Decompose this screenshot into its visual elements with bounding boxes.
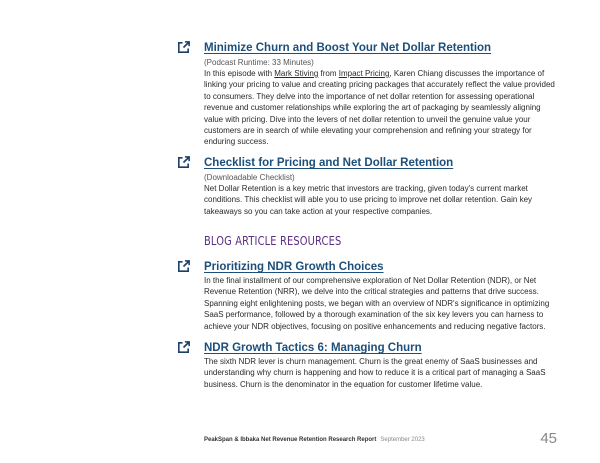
resource-title-link[interactable]: Minimize Churn and Boost Your Net Dollar Retention [204, 42, 492, 54]
resource-title-link[interactable]: Checklist for Pricing and Net Dollar Retention [204, 157, 454, 169]
blog-description: In the final installment of our comprehensive exploration of Net Dollar Retention (NDR), or Net Revenue Retention (NRR), we delve into the critical strategies and patterns that drive success. Spanning eight enlightening posts, we began with an overview of NDR's significance in optimizing SaaS performance, followed by a thorough examination of the six key levers you can harness to achieve your NDR objectives, focusing on positive enhancements and reducing negative factors. [204, 276, 550, 331]
footer [204, 437, 425, 443]
page-number: 45 [540, 430, 557, 447]
blog-title-link[interactable]: Prioritizing NDR Growth Choices [204, 261, 384, 273]
resource-subtitle: (Podcast Runtime: 33 Minutes) [204, 58, 314, 67]
blog-section-heading: BLOG ARTICLE RESOURCES [204, 234, 342, 248]
mark-stiving-link[interactable]: Mark Stiving [274, 69, 319, 78]
resource-entry [176, 153, 556, 217]
external-link-icon[interactable] [176, 340, 191, 355]
external-link-icon[interactable] [176, 155, 191, 170]
resource-description: In this episode with Mark Stiving from Impact Pricing, Karen Chiang discusses the importance of linking your pricing to value and creating pricing packages that accurately reflect the value provided to consumers. They delve into the importance of net dollar retention for assessing operational revenue and customer relationships while exploring the art of packaging by seamlessly aligning value with pricing. Dive into the levers of net dollar retention to unveil the genuine value your customers are in search of while elevating your comprehension and refining your strategy for enduring success. [204, 69, 555, 147]
resource-description: Net Dollar Retention is a key metric that investors are tracking, given today's current market conditions. This checklist will able you to use pricing to improve net dollar retention. Gain key takeaways so you can take action at your respective companies. [204, 184, 533, 216]
footer-report-title: PeakSpan & Ibbaka Net Revenue Retention Research Report [204, 437, 377, 443]
blog-entry [176, 338, 556, 390]
external-link-icon[interactable] [176, 259, 191, 274]
blog-title-link[interactable]: NDR Growth Tactics 6: Managing Churn [204, 342, 422, 354]
footer-date: September 2023 [380, 437, 425, 443]
external-link-icon[interactable] [176, 40, 191, 55]
blog-entry [176, 257, 556, 332]
impact-pricing-link[interactable]: Impact Pricing [338, 69, 390, 78]
resource-entry [176, 38, 556, 148]
resource-subtitle: (Downloadable Checklist) [204, 173, 295, 182]
blog-description: The sixth NDR lever is churn management. Churn is the great enemy of SaaS businesses and understanding why churn is happening and how to reduce it is a critical part of managing a SaaS business. Churn is the denominator in the equation for customer lifetime value. [204, 357, 546, 389]
